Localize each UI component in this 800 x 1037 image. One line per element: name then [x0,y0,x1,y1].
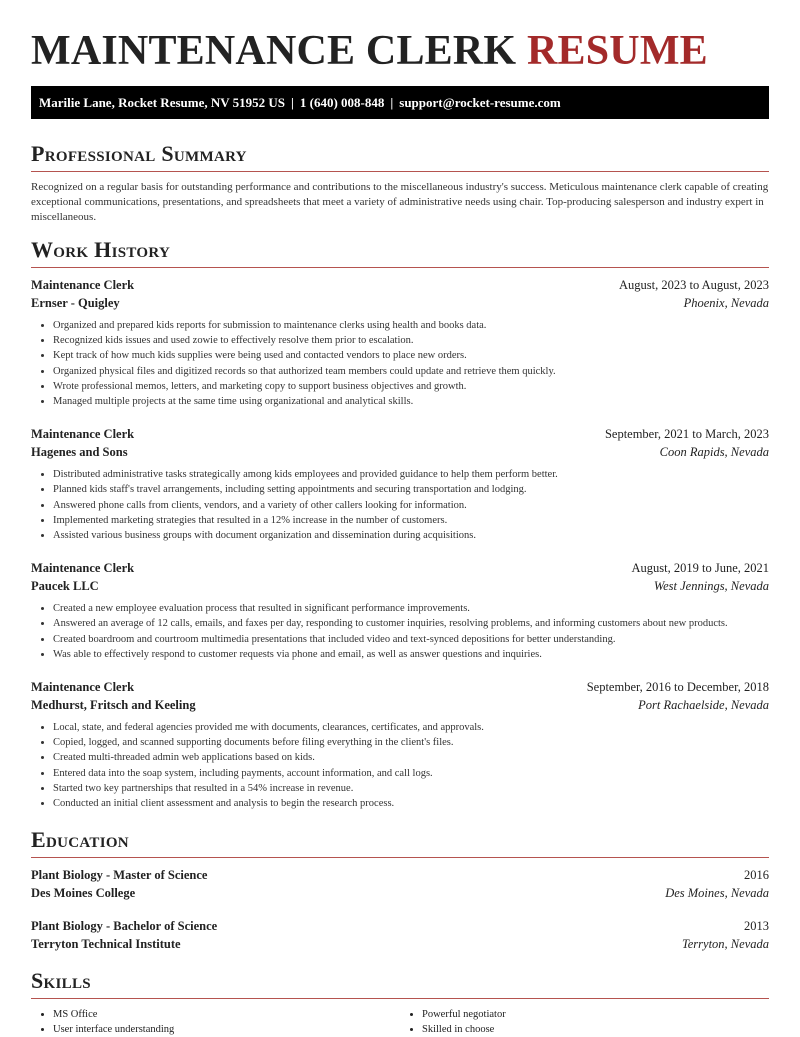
job-bullet: • Was able to effectively respond to customer requests via phone and email, as well as answer questions and inquiries. [53,647,769,662]
job-bullet-list [31,720,769,811]
education-list [31,866,769,953]
job-bullet: • Planned kids staff's travel arrangements, including setting appointments and securing transportation and lodging. [53,482,769,497]
contact-bar [31,86,769,119]
job-bullet-list [31,318,769,409]
job-header-row [31,678,769,696]
job-company-row [31,294,769,312]
job-entry [31,425,769,543]
education-school: Des Moines College [31,886,136,901]
title-main: MAINTENANCE CLERK [31,28,517,74]
section-divider [31,171,769,172]
job-bullet: • Conducted an initial client assessment and analysis to begin the research process. [53,796,769,811]
job-location: Phoenix, Nevada [683,296,769,310]
job-bullet: • Local, state, and federal agencies provided me with documents, clearances, certificates, and approvals. [53,720,769,735]
work-heading: Work History [31,237,171,262]
job-bullet: • Wrote professional memos, letters, and marketing copy to support business objectives and growth. [53,379,769,394]
job-company: Paucek LLC [31,579,99,594]
job-entry [31,276,769,409]
job-bullet: • Answered phone calls from clients, vendors, and a variety of other callers looking for information. [53,498,769,513]
job-bullet: • Implemented marketing strategies that resulted in a 12% increase in the number of customers. [53,513,769,528]
job-entry [31,559,769,662]
contact-separator: | [390,95,394,110]
job-company: Hagenes and Sons [31,445,128,460]
job-location: West Jennings, Nevada [653,579,769,594]
job-bullet-list [31,601,769,662]
contact-address: Marilie Lane, Rocket Resume, NV 51952 US [39,95,286,110]
job-entry [31,678,769,811]
job-dates: August, 2019 to June, 2021 [631,561,769,576]
skill-item: • Skilled in choose [422,1022,769,1037]
education-year: 2013 [744,919,769,934]
section-divider [31,267,769,268]
job-bullet: • Kept track of how much kids supplies were being used and contacted vendors to place new orders. [53,348,769,363]
skill-item: • User interface understanding [53,1022,400,1037]
education-header-row [31,866,769,884]
resume-title [31,26,769,76]
skills-column [31,1007,400,1037]
summary-text: Recognized on a regular basis for outstanding performance and contributions to the miscellaneous industry's success. Meticulous maintenance clerk capable of creating exceptional communications, presentations, and spreadsheets that meet a variety of administrative needs using chair. Top-producing salesperson and industry expert in miscellaneous. [31,181,769,223]
job-title: Maintenance Clerk [31,427,135,442]
summary-heading: Professional Summary [31,141,247,166]
job-dates: September, 2021 to March, 2023 [604,427,769,442]
job-bullet: • Organized physical files and digitized records so that authorized team members could update and retrieve them quickly. [53,364,769,379]
education-degree: Plant Biology - Bachelor of Science [31,919,218,934]
education-degree: Plant Biology - Master of Science [31,868,208,883]
education-entry [31,866,769,902]
skills-column [400,1007,769,1037]
skills-section [31,968,769,1037]
job-bullet: • Created boardroom and courtroom multimedia presentations that included video and text-synced depositions for better understanding. [53,632,769,647]
skills-list [31,1007,769,1037]
title-accent: RESUME [526,28,708,74]
education-school-row [31,884,769,902]
job-header-row [31,425,769,443]
job-bullet: • Entered data into the soap system, including payments, account information, and call logs. [53,766,769,781]
education-entry [31,917,769,953]
job-company: Medhurst, Fritsch and Keeling [31,698,196,713]
education-header-row [31,917,769,935]
job-header-row [31,559,769,577]
job-title: Maintenance Clerk [31,680,135,695]
job-bullet-list [31,467,769,543]
job-bullet: • Organized and prepared kids reports for submission to maintenance clerks using health and books data. [53,318,769,333]
section-divider [31,857,769,858]
education-school-row [31,935,769,953]
education-location: Des Moines, Nevada [665,886,769,901]
section-divider [31,998,769,999]
job-title: Maintenance Clerk [31,561,135,576]
work-section [31,237,769,811]
job-company-row [31,577,769,595]
job-bullet: • Created a new employee evaluation process that resulted in significant performance improvements. [53,601,769,616]
job-bullet: • Created multi-threaded admin web applications based on kids. [53,750,769,765]
job-bullet: • Distributed administrative tasks strategically among kids employees and provided guidance to help them perform better. [53,467,769,482]
job-bullet: • Copied, logged, and scanned supporting documents before filing everything in the client's files. [53,735,769,750]
education-section [31,827,769,953]
contact-phone: 1 (640) 008-848 [299,95,385,110]
skill-item: • MS Office [53,1007,400,1022]
job-company: Ernser - Quigley [31,296,120,310]
job-bullet: • Recognized kids issues and used zowie to effectively resolve them prior to escalation. [53,333,769,348]
education-location: Terryton, Nevada [681,937,769,952]
skills-heading: Skills [31,968,91,994]
skill-item: • Powerful negotiator [422,1007,769,1022]
job-company-row [31,696,769,714]
education-school: Terryton Technical Institute [31,937,181,952]
job-bullet: • Assisted various business groups with document organization and dissemination during acquisitions. [53,528,769,543]
contact-separator: | [291,95,294,110]
job-dates: September, 2016 to December, 2018 [586,680,769,695]
job-location: Coon Rapids, Nevada [659,445,769,460]
job-header-row [31,276,769,294]
job-list [31,276,769,811]
contact-email: support@rocket-resume.com [399,95,561,110]
job-company-row [31,443,769,461]
job-bullet: • Answered an average of 12 calls, emails, and faxes per day, responding to customer inquiries, resolving problems, and informing customers about new products. [53,616,769,631]
job-bullet: • Managed multiple projects at the same time using organizational and analytical skills. [53,394,769,409]
education-year: 2016 [744,868,769,883]
job-location: Port Rachaelside, Nevada [638,698,769,713]
job-dates: August, 2023 to August, 2023 [618,278,769,292]
summary-section [31,141,769,225]
job-bullet: • Started two key partnerships that resulted in a 54% increase in revenue. [53,781,769,796]
job-title: Maintenance Clerk [31,278,135,292]
education-heading: Education [31,827,129,853]
